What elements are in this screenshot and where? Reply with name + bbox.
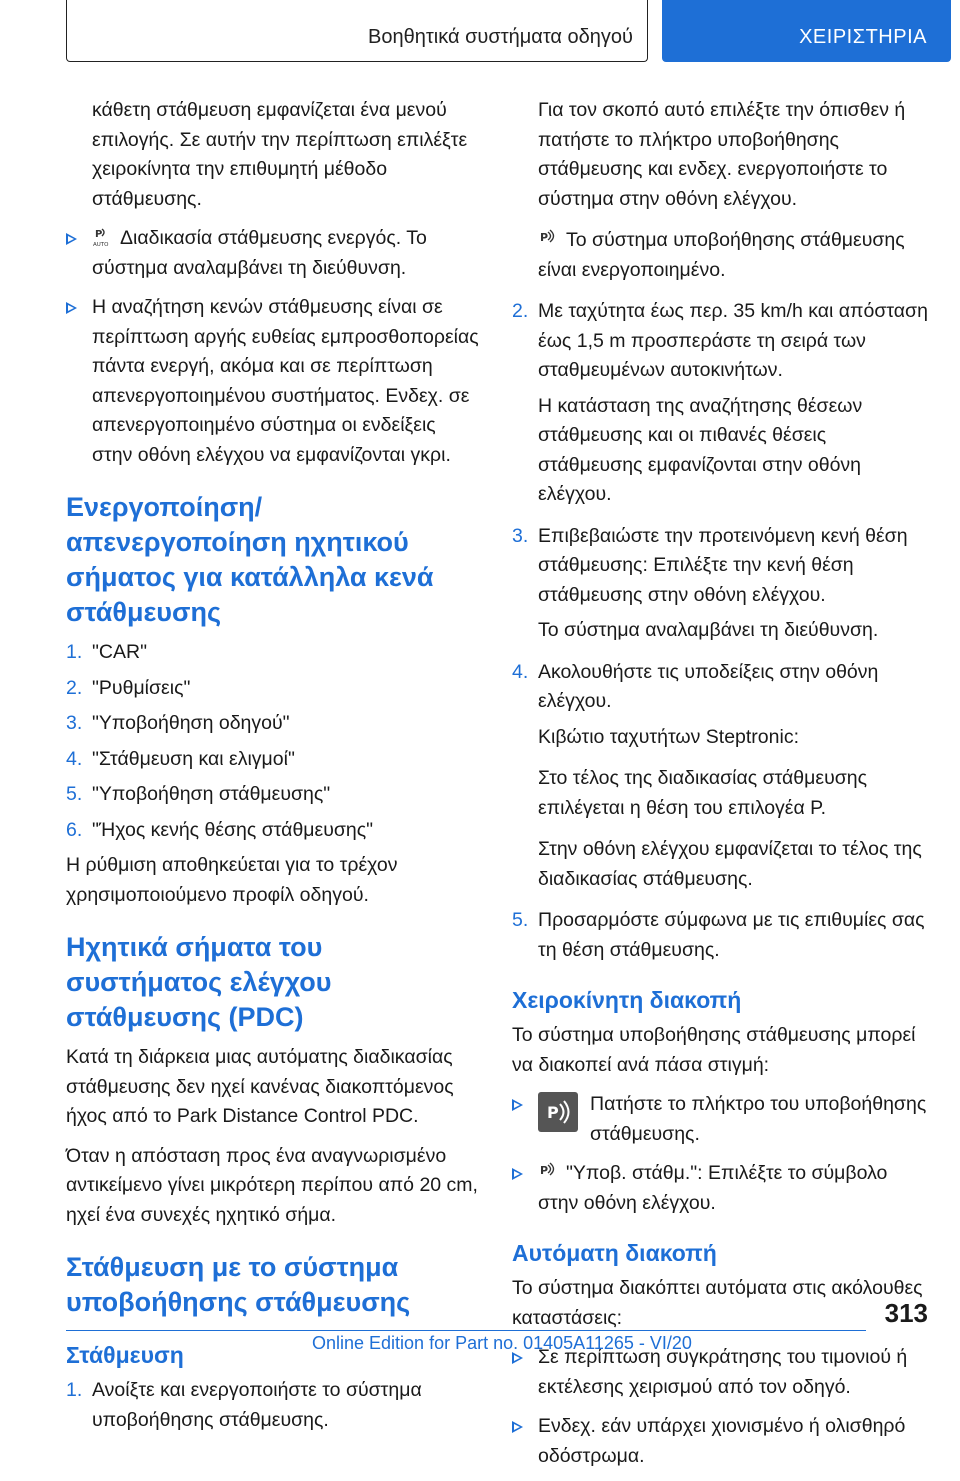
step-number: 1. xyxy=(66,1379,83,1401)
step-number: 6. xyxy=(66,818,83,841)
step-number: 2. xyxy=(66,676,83,699)
triangle-bullet-icon xyxy=(512,1099,523,1111)
list-item xyxy=(66,780,480,810)
step-continuation: Το σύστημα αναλαμβάνει τη διεύθυνση. xyxy=(538,619,879,641)
list-item xyxy=(66,1376,480,1435)
list-item xyxy=(66,709,480,739)
bullet-text: "Υποβ. στάθμ.": Επιλέξτε το σύμβολο στην οθόνη ελέγχου. xyxy=(538,1162,888,1214)
svg-text:P: P xyxy=(540,1164,549,1177)
list-item xyxy=(512,906,932,965)
pdc-paragraph: Κατά τη διάρκεια μιας αυτόματης διαδικασίας στάθμευσης δεν ηχεί κανένας διακοπτόμενος ήχος από το Park Distance Control PDC. xyxy=(66,1046,454,1127)
step-text: "Υποβοήθηση στάθμευσης" xyxy=(92,783,331,805)
heading-parking: Στάθμευση xyxy=(66,1342,184,1368)
step-text: "Ήχος κενής θέσης στάθμευσης" xyxy=(92,818,374,841)
footer-divider xyxy=(66,1330,866,1331)
settings-steps-list xyxy=(66,638,480,845)
step-text: Ακολουθήστε τις υποδείξεις στην οθόνη ελέγχου. xyxy=(538,660,879,712)
park-assist-button-icon xyxy=(538,1092,578,1132)
bullet-text: Σε περίπτωση συγκράτησης του τιμονιού ή εκτέλεσης χειρισμού από τον οδηγό. xyxy=(538,1346,908,1398)
triangle-bullet-icon xyxy=(66,233,77,245)
heading-auto-stop: Αυτόματη διακοπή xyxy=(512,1240,717,1266)
heading-manual-stop: Χειροκίνητη διακοπή xyxy=(512,987,742,1013)
manual-paragraph: Το σύστημα υποβοήθησης στάθμευσης μπορεί να διακοπεί ανά πάσα στιγμή: xyxy=(512,1024,916,1076)
bullet-item xyxy=(512,1412,932,1471)
chapter-title: ΧΕΙΡΙΣΤΗΡΙΑ xyxy=(799,26,927,48)
step-continuation: Για τον σκοπό αυτό επιλέξτε την όπισθεν ή πατήστε το πλήκτρο υποβοήθησης στάθμευσης και ενδεχ. ενεργοποιήστε το σύστημα στην οθόνη ελέγχου. xyxy=(538,99,906,210)
auto-paragraph: Το σύστημα διακόπτει αυτόματα στις ακόλουθες καταστάσεις: xyxy=(512,1277,923,1329)
step-number: 1. xyxy=(66,641,83,663)
left-column xyxy=(66,96,480,1441)
list-item xyxy=(66,638,480,668)
heading-pdc: Ηχητικά σήματα του συστήματος ελέγχου στάθμευσης (PDC) xyxy=(66,932,332,1032)
svg-text:P: P xyxy=(547,1103,559,1122)
step-continuation: Στην οθόνη ελέγχου εμφανίζεται το τέλος της διαδικασίας στάθμευσης. xyxy=(538,838,922,890)
step-text: "Στάθμευση και ελιγμοί" xyxy=(92,747,295,770)
svg-text:P: P xyxy=(95,229,103,240)
intro-paragraph: κάθετη στάθμευση εμφανίζεται ένα μενού επιλογής. Σε αυτήν την περίπτωση επιλέξτε χειροκίνητα την επιθυμητή μέθοδο στάθμευσης. xyxy=(92,99,468,210)
bullet-text: Ενδεχ. εάν υπάρχει χιονισμένο ή ολισθηρό οδόστρωμα. xyxy=(538,1415,906,1467)
pdc-paragraph: Όταν η απόσταση προς ένα αναγνωρισμένο αντικείμενο γίνει μικρότερη περίπου από 20 cm, ηχεί ένα συνεχές ηχητικό σήμα. xyxy=(66,1144,478,1226)
step-text: Ανοίξτε και ενεργοποιήστε το σύστημα υποβοήθησης στάθμευσης. xyxy=(92,1379,422,1431)
triangle-bullet-icon xyxy=(512,1168,523,1180)
step-text: "Υποβοήθηση οδηγού" xyxy=(92,712,290,734)
step-continuation: Η κατάσταση της αναζήτησης θέσεων στάθμευσης και οι πιθανές θέσεις στάθμευσης εμφανίζονται στην οθόνη ελέγχου. xyxy=(538,394,863,505)
section-tab xyxy=(66,0,648,62)
list-item xyxy=(66,674,480,704)
bullet-text: Η αναζήτηση κενών στάθμευσης είναι σε περίπτωση αργής ευθείας εμπροσθοπορείας πάντα ενεργή, ακόμα και σε περίπτωση απενεργοποιημένου συστήματος. Ενδεχ. σε απενεργοποιημένο σύστημα οι ενδείξεις στην οθόνη ελέγχου να εμφανίζονται γκρι. xyxy=(92,296,479,466)
bullet-item xyxy=(512,1159,932,1218)
list-item xyxy=(512,297,932,386)
park-assist-icon xyxy=(538,1162,558,1182)
step-text: Προσαρμόστε σύμφωνα με τις επιθυμίες σας τη θέση στάθμευσης. xyxy=(538,909,925,961)
step-number: 4. xyxy=(512,660,529,683)
park-assist-icon xyxy=(538,229,558,249)
step-number: 2. xyxy=(512,300,529,322)
list-item xyxy=(512,658,932,717)
svg-text:AUTO: AUTO xyxy=(93,242,109,247)
bullet-text: Πατήστε το πλήκτρο του υποβοήθησης στάθμευσης. xyxy=(590,1093,927,1145)
heading-parking-assist: Στάθμευση με το σύστημα υποβοήθησης στάθμευσης xyxy=(66,1252,411,1317)
svg-text:P: P xyxy=(540,231,549,244)
chapter-tab xyxy=(662,0,951,62)
park-assist-auto-icon xyxy=(92,227,112,247)
edition-footer: Online Edition for Part no. 01405A11265 - VI/20 xyxy=(312,1333,692,1353)
step-text: "Ρυθμίσεις" xyxy=(92,676,191,699)
page-header xyxy=(66,0,951,66)
bullet-item xyxy=(512,1090,932,1149)
triangle-bullet-icon xyxy=(66,302,77,314)
step-number: 3. xyxy=(66,712,83,734)
section-title: Βοηθητικά συστήματα οδηγού xyxy=(368,26,633,48)
bullet-item xyxy=(66,224,480,283)
triangle-bullet-icon xyxy=(512,1421,523,1433)
step-text: Με ταχύτητα έως περ. 35 km/h και απόσταση έως 1,5 m προσπεράστε τη σειρά των σταθμευμένων αυτοκινήτων. xyxy=(538,300,928,381)
list-item xyxy=(66,816,480,846)
step-number: 5. xyxy=(512,909,529,931)
step-text: Επιβεβαιώστε την προτεινόμενη κενή θέση στάθμευσης: Επιλέξτε την κενή θέση στάθμευσης στην οθόνη ελέγχου. xyxy=(538,524,908,606)
stored-note: Η ρύθμιση αποθηκεύεται για το τρέχον χρησιμοποιούμενο προφίλ οδηγού. xyxy=(66,854,398,906)
step-number: 4. xyxy=(66,747,83,770)
list-item xyxy=(66,745,480,775)
step-continuation xyxy=(512,226,932,285)
list-item xyxy=(512,522,932,611)
step-text: "CAR" xyxy=(92,641,148,663)
bullet-item xyxy=(66,293,480,470)
step-number: 5. xyxy=(66,783,83,805)
heading-sound-signal: Ενεργοποίηση/απενεργοποίηση ηχητικού σήματος για κατάλληλα κενά στάθμευσης xyxy=(66,492,434,627)
active-note: Το σύστημα υποβοήθησης στάθμευσης είναι ενεργοποιημένο. xyxy=(538,229,905,281)
step-continuation: Στο τέλος της διαδικασίας στάθμευσης επιλέγεται η θέση του επιλογέα P. xyxy=(538,767,868,819)
step-number: 3. xyxy=(512,524,529,547)
right-column xyxy=(512,96,932,1481)
page-number: 313 xyxy=(884,1298,928,1328)
bullet-text: Διαδικασία στάθμευσης ενεργός. Το σύστημα αναλαμβάνει τη διεύθυνση. xyxy=(92,227,427,279)
step-continuation: Κιβώτιο ταχυτήτων Steptronic: xyxy=(538,725,799,748)
